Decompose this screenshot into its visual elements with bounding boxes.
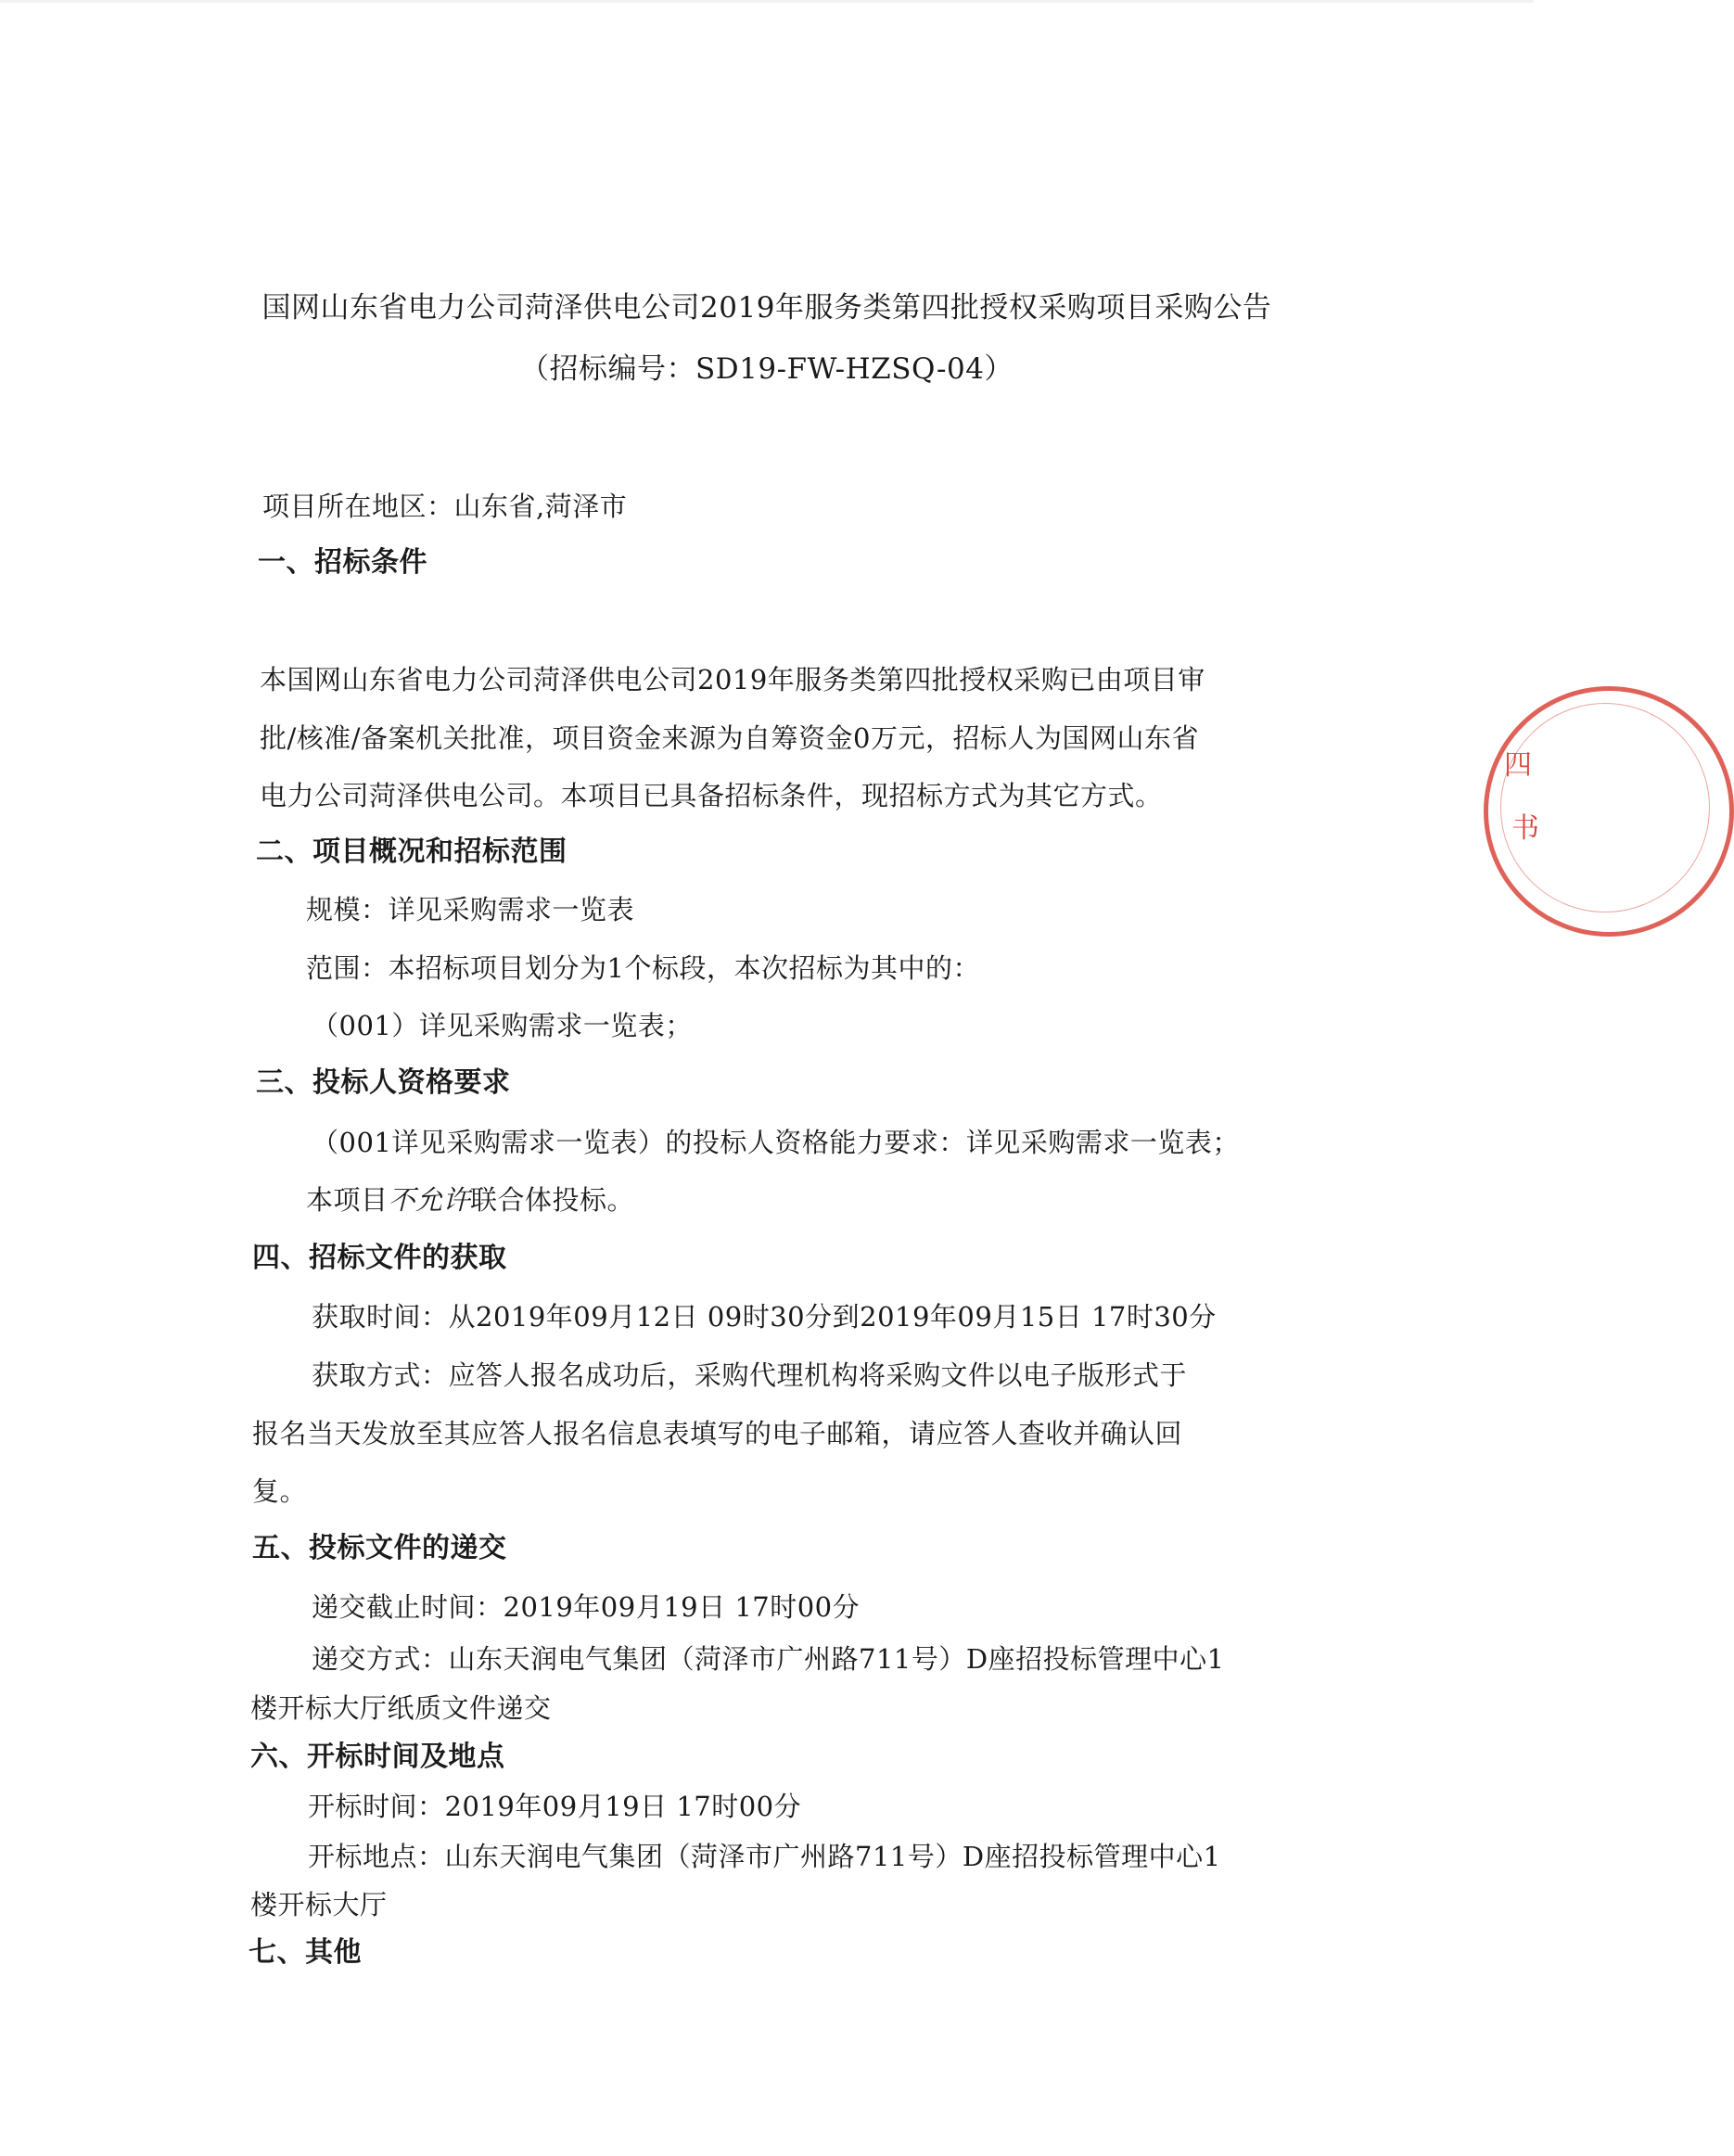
section-heading-6: 六、开标时间及地点 [250,1741,505,1773]
section-4-line-4: 复。 [252,1475,308,1507]
section-1-line-2: 批/核准/备案机关批准，项目资金来源为自筹资金0万元，招标人为国网山东省 [260,722,1199,754]
section-5-line-1: 递交截止时间：2019年09月19日 17时00分 [312,1591,861,1623]
consortium-statement [306,1181,634,1218]
consortium-after: 联合体投标。 [470,1184,635,1216]
section-2-line-2: 范围：本招标项目划分为1个标段，本次招标为其中的： [306,952,980,984]
section-heading-1: 一、招标条件 [258,546,427,579]
seal-fragment-2: 书 [1511,812,1539,845]
section-heading-3: 三、投标人资格要求 [256,1066,511,1099]
section-6-line-3: 楼开标大厅 [250,1889,388,1920]
section-1-line-1: 本国网山东省电力公司菏泽供电公司2019年服务类第四批授权采购已由项目审 [260,664,1205,695]
project-region: 项目所在地区：山东省,菏泽市 [262,491,628,522]
section-2-line-3: （001）详见采购需求一览表； [312,1010,693,1041]
section-4-line-2: 获取方式：应答人报名成功后，采购代理机构将采购文件以电子版形式于 [312,1359,1188,1391]
section-heading-2: 二、项目概况和招标范围 [256,836,567,868]
consortium-before: 本项目 [306,1184,389,1216]
consortium-emphasis: 不允许 [388,1184,471,1216]
scan-edge [0,0,1534,3]
section-5-line-2: 递交方式：山东天润电气集团（菏泽市广州路711号）D座招投标管理中心1 [312,1643,1225,1675]
section-3-line-1: （001详见采购需求一览表）的投标人资格能力要求：详见采购需求一览表； [312,1127,1240,1158]
section-heading-5: 五、投标文件的递交 [252,1532,507,1564]
section-1-line-3: 电力公司菏泽供电公司。本项目已具备招标条件，现招标方式为其它方式。 [260,780,1163,811]
seal-fragment-1: 四 [1504,749,1532,782]
section-4-line-3: 报名当天发放至其应答人报名信息表填写的电子邮箱，请应答人查收并确认回 [252,1418,1183,1449]
section-6-line-1: 开标时间：2019年09月19日 17时00分 [308,1791,802,1822]
section-4-line-1: 获取时间：从2019年09月12日 09时30分到2019年09月15日 17时30分 [312,1301,1217,1333]
section-5-line-3: 楼开标大厅纸质文件递交 [250,1692,552,1724]
section-2-line-1: 规模：详见采购需求一览表 [306,894,635,925]
document-title-line2: （招标编号：SD19-FW-HZSQ-04） [520,352,1014,386]
section-heading-7: 七、其他 [249,1936,362,1969]
section-6-line-2: 开标地点：山东天润电气集团（菏泽市广州路711号）D座招投标管理中心1 [308,1841,1221,1872]
document-title-line1: 国网山东省电力公司菏泽供电公司2019年服务类第四批授权采购项目采购公告 [261,291,1272,325]
section-heading-4: 四、招标文件的获取 [252,1242,507,1274]
